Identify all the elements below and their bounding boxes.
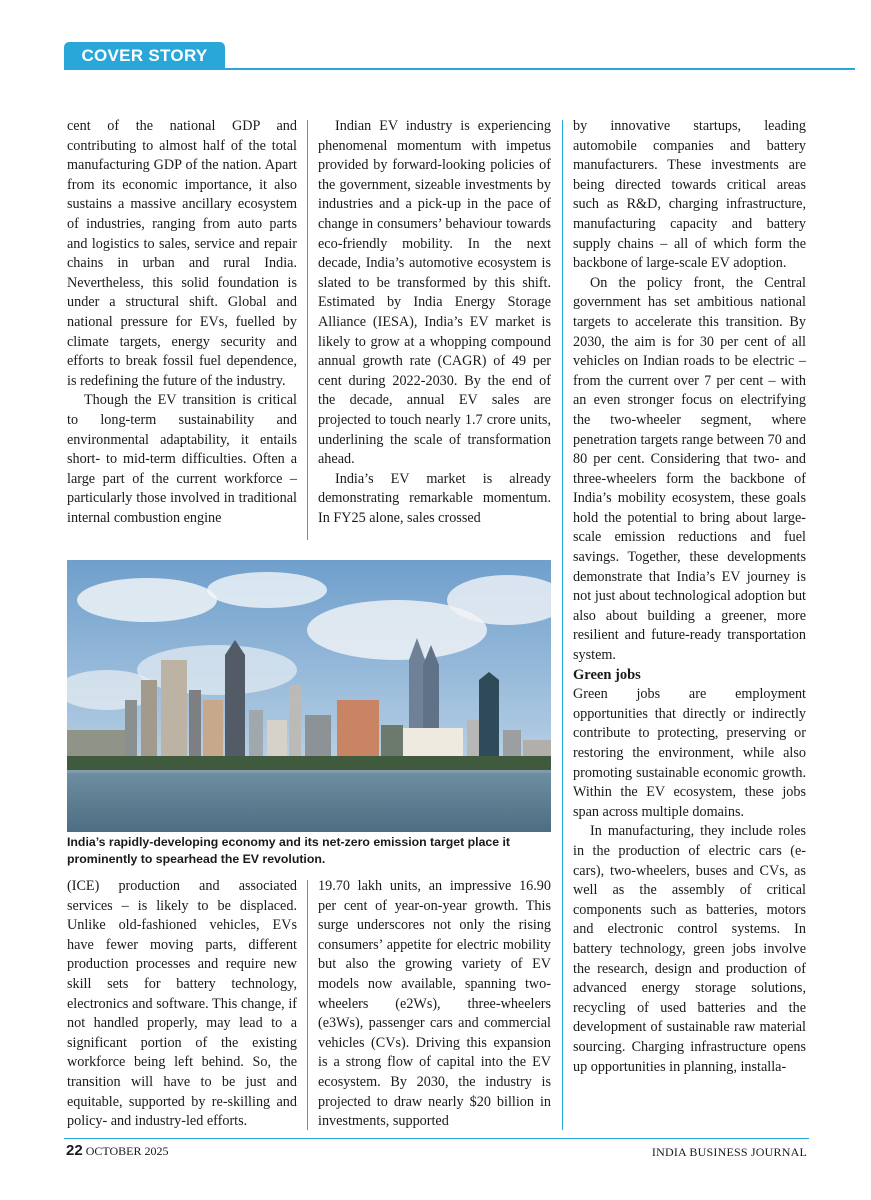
paragraph: (ICE) production and associated services – is likely to be displaced. Unlike old-fashioned vehicles, EVs have fewer moving parts, different production processes and require new skill sets for battery technology, electronics and software. This change, if not handled properly, may lead to a significant portion of the existing workforce being left behind. So, the transition will have to be just and equitable, supported by re-skilling and policy- and industry-led efforts. — [67, 878, 297, 1130]
section-heading: Green jobs — [573, 666, 641, 683]
paragraph: India’s EV market is already demonstrating remarkable momentum. In FY25 alone, sales crossed — [318, 470, 551, 526]
column-rule — [562, 120, 563, 1130]
column-2-bottom — [318, 877, 551, 1132]
publication-name: INDIA BUSINESS JOURNAL — [651, 1145, 807, 1159]
column-2-top — [318, 117, 551, 528]
column-1-bottom — [67, 877, 297, 1132]
column-rule — [307, 880, 308, 1130]
column-1-top — [67, 117, 297, 528]
paragraph: 19.70 lakh units, an impressive 16.90 per cent of year-on-year growth. This surge underscores not only the rising consumers’ appetite for electric mobility but also the growing variety of EV models now available, spanning two-wheelers (e2Ws), three-wheelers (e3Ws), passenger cars and commercial vehicles (CVs). Driving this expansion is a strong flow of capital into the EV ecosystem. By 2030, the industry is projected to draw nearly $20 billion in investments, supported — [318, 878, 551, 1130]
paragraph: cent of the national GDP and contributing to almost half of the total manufacturing GDP of the nation. Apart from its economic importance, it also sustains a massive ancillary ecosystem of industries, ranging from auto parts and logistics to sales, service and repair chains in urban and rural India. Nevertheless, this solid foundation is under a structural shift. Global and national pressure for EVs, fuelled by climate targets, energy security and efforts to break fossil fuel dependence, is redefining the future of the industry. — [67, 118, 297, 389]
footer-folio — [66, 1142, 168, 1160]
paragraph: On the policy front, the Central government has set ambitious national targets to accelerate this transition. By 2030, the aim is for 30 per cent of all vehicles on Indian roads to be electric – from the current over 7 per cent – with an even stronger focus on electrifying the two-wheeler segment, where penetration targets range between 70 and 80 per cent. Considering that two- and three-wheelers form the backbone of India’s mobility ecosystem, these goals hold the potential to bring about large-scale emission reductions and fuel savings. Together, these developments demonstrate that India’s EV journey is not just about technological adoption but also about building a greener, more resilient and future-ready transportation system. — [573, 274, 806, 664]
paragraph: Indian EV industry is experiencing phenomenal momentum with impetus provided by forward-looking policies of the government, sizeable investments by industries and a pick-up in the pace of change in consumers’ behaviour towards eco-friendly mobility. In the next decade, India’s automotive ecosystem is slated to be transformed by this shift. Estimated by India Energy Storage Alliance (IESA), India’s EV market is likely to grow at a whopping compound annual growth rate (CAGR) of 49 per cent during 2022-2030. By the end of the decade, annual EV sales are projected to touch nearly 1.7 crore units, underlining the scale of transformation ahead. — [318, 118, 551, 468]
section-banner-rule — [225, 68, 855, 70]
issue-date: OCTOBER 2025 — [85, 1144, 169, 1158]
paragraph: by innovative startups, leading automobile companies and battery manufacturers. These investments are being directed towards critical areas such as R&D, charging infrastructure, manufacturing capacity and battery supply chains – all of which form the backbone of large-scale EV adoption. — [573, 118, 806, 272]
skyline-photo — [67, 560, 551, 832]
paragraph: Green jobs are employment opportunities that directly or indirectly contribute to protecting, preserving or restoring the environment, while also promoting sustainable economic growth. Within the EV ecosystem, these jobs span across multiple domains. — [573, 686, 806, 820]
paragraph: In manufacturing, they include roles in the production of electric cars (e-cars), two-wheelers, buses and CVs, as well as the assembly of critical components such as batteries, motors and electronic control systems. In battery technology, green jobs involve the research, design and production of advanced energy storage solutions, recycling of used batteries and the development of sustainable raw material sourcing. Charging infrastructure opens up opportunities in planning, installa- — [573, 823, 806, 1075]
column-rule — [307, 120, 308, 540]
footer-rule — [64, 1138, 809, 1139]
page-number: 22 — [66, 1142, 83, 1159]
column-3 — [573, 117, 806, 1077]
photo-caption: India’s rapidly-developing economy and its net-zero emission target place it prominently to spearhead the EV revolution. — [67, 835, 511, 866]
paragraph: Though the EV transition is critical to long-term sustainability and environmental adaptability, it entails short- to mid-term difficulties. Often a large part of the current workforce – particularly those involved in traditional internal combustion engine — [67, 392, 297, 526]
section-label: COVER STORY — [64, 42, 225, 70]
